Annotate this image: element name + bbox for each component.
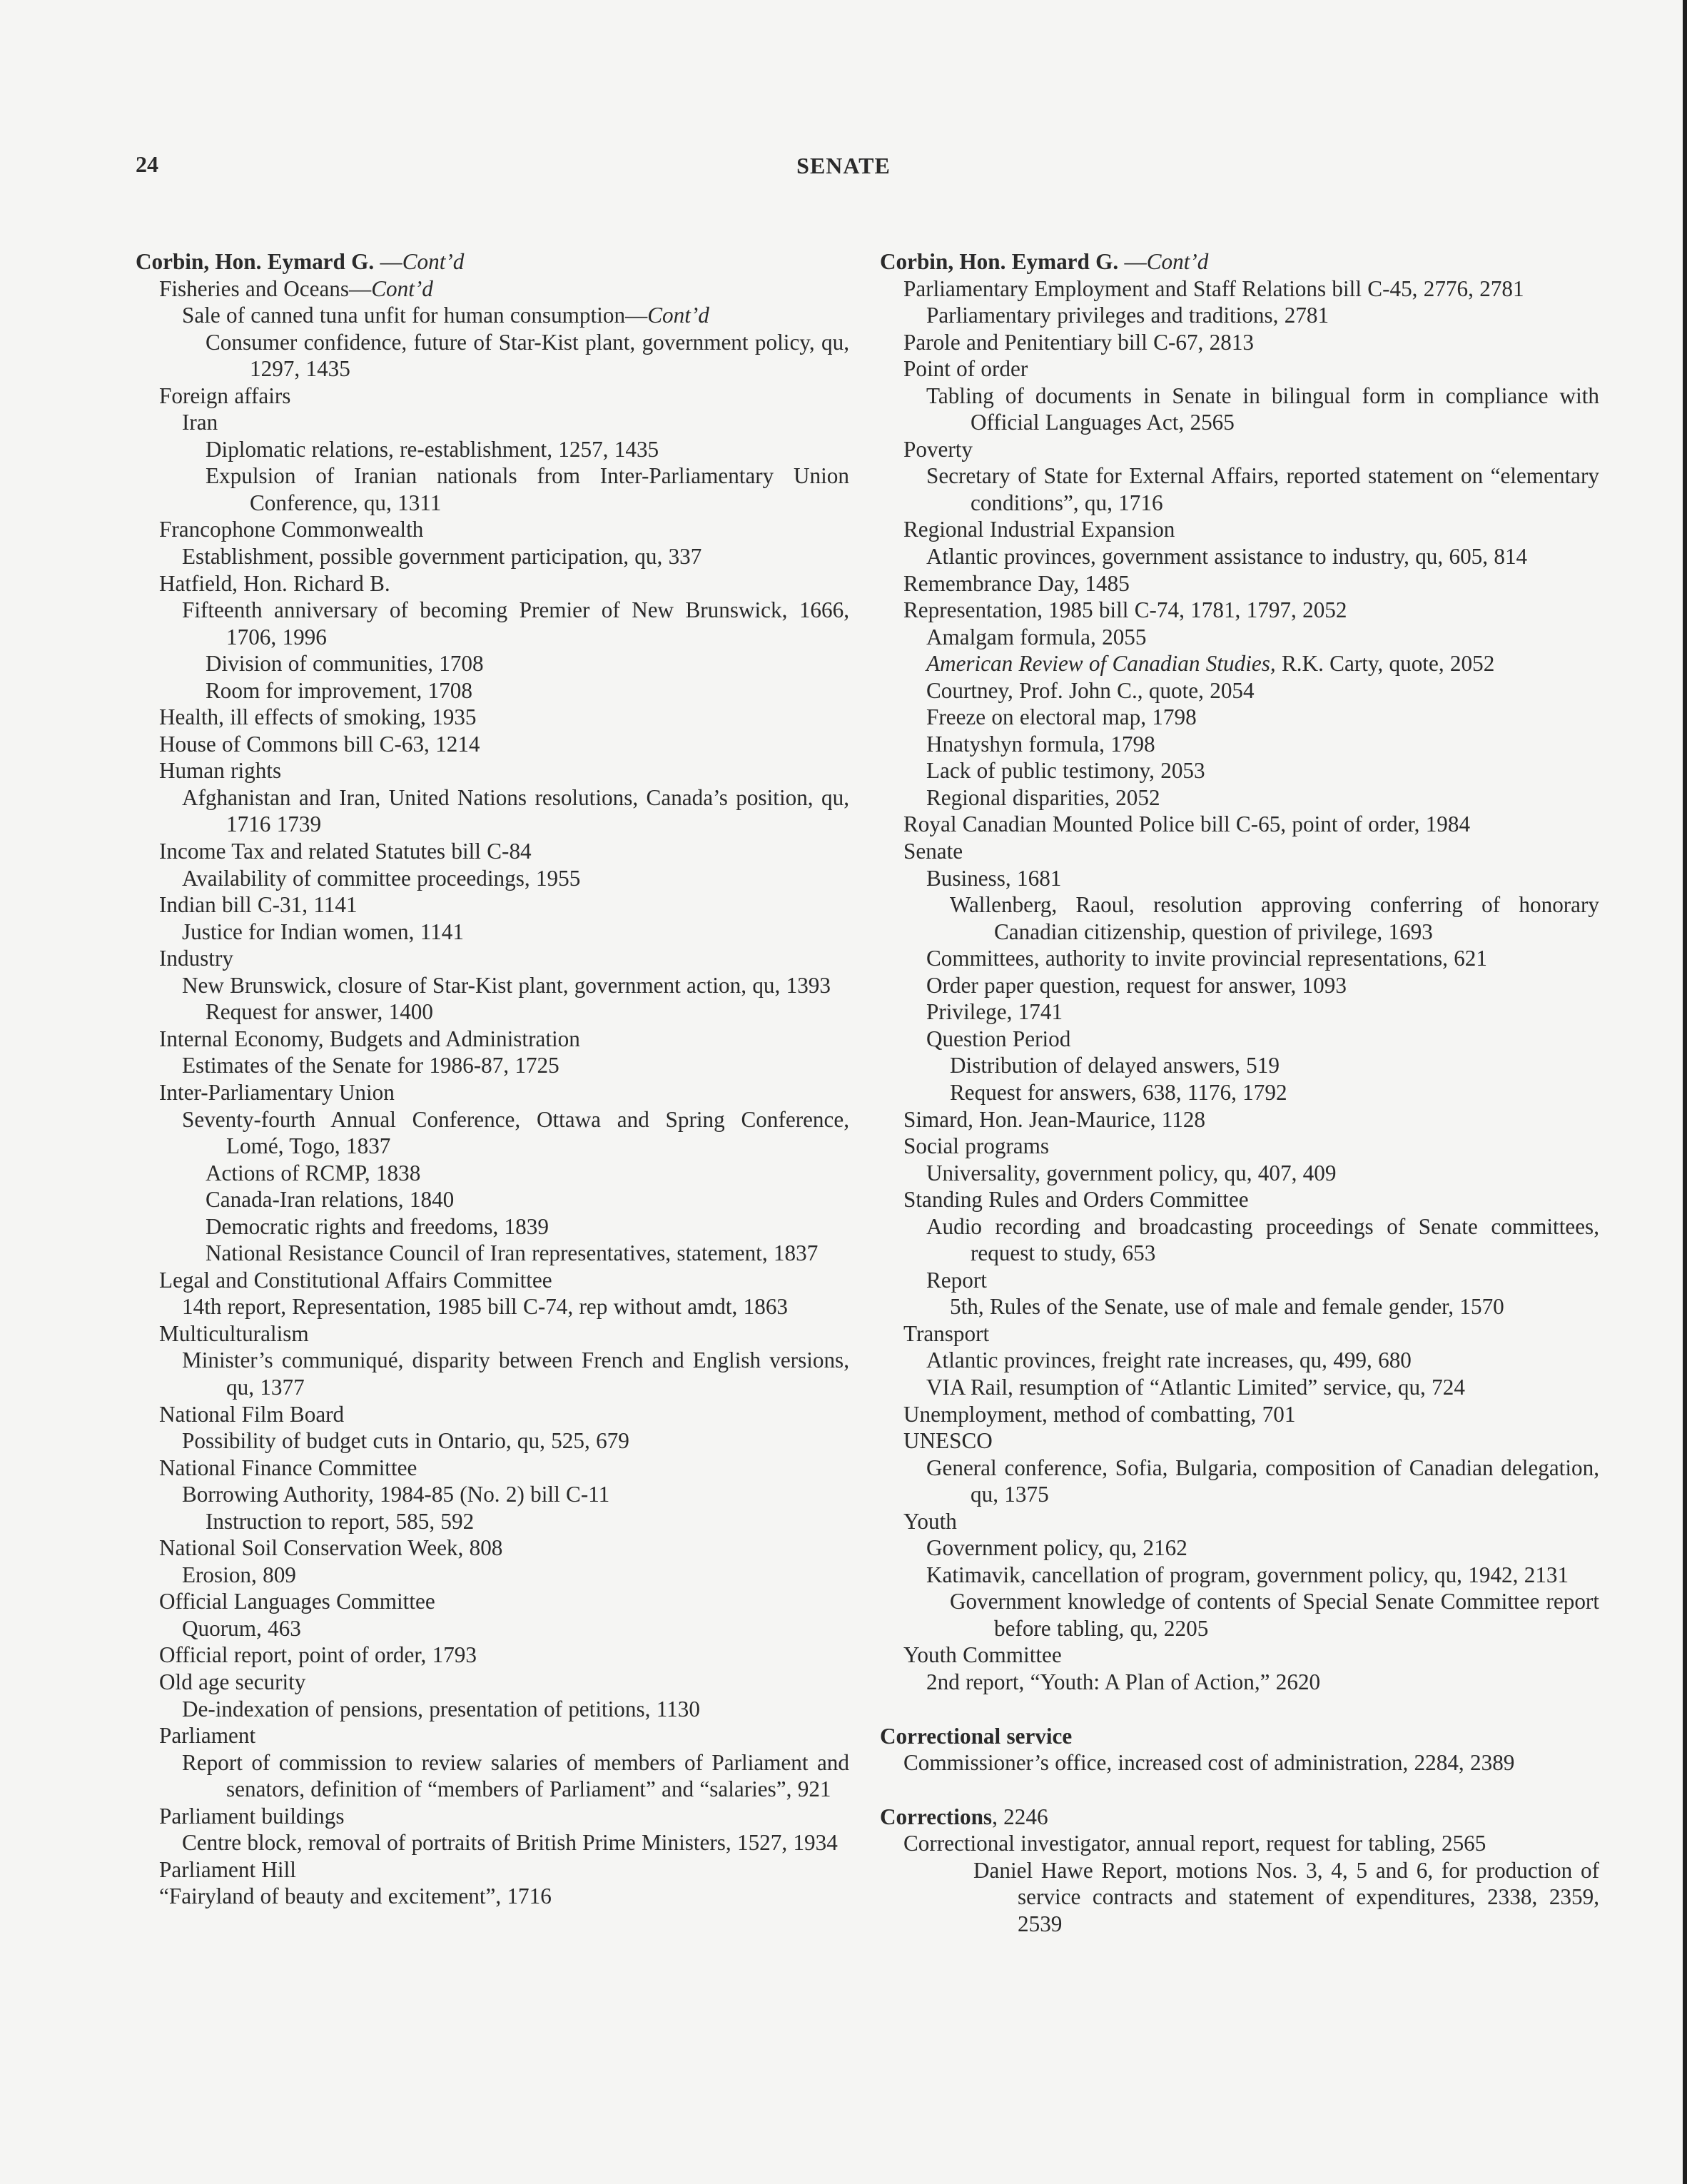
index-heading [880, 1804, 1599, 1831]
entry-text: Request for answers, 638, 1176, 1792 [950, 1079, 1287, 1105]
index-entry [136, 650, 849, 677]
index-entry [136, 704, 849, 731]
entry-text: R.K. Carty, quote, 2052 [1275, 651, 1495, 677]
entry-text: Atlantic provinces, government assistance to industry, qu, 605, 814 [926, 544, 1528, 570]
page-number: 24 [136, 151, 158, 177]
index-entry [880, 891, 1599, 945]
entry-text: Amalgam formula, 2055 [926, 624, 1147, 649]
entry-text: Parliament buildings [159, 1803, 345, 1829]
index-entry [880, 1186, 1599, 1213]
entry-text: Remembrance Day, 1485 [903, 570, 1130, 596]
entry-text: Hnatyshyn formula, 1798 [926, 731, 1155, 757]
entry-text: 5th, Rules of the Senate, use of male and female gender, 1570 [950, 1294, 1504, 1320]
index-entry [880, 1133, 1599, 1160]
entry-text: Centre block, removal of portraits of British Prime Ministers, 1527, 1934 [182, 1830, 838, 1856]
entry-text: National Finance Committee [159, 1455, 417, 1480]
index-entry [136, 1803, 849, 1830]
index-entry [880, 597, 1599, 624]
entry-text: Legal and Constitutional Affairs Committee [159, 1267, 552, 1293]
entry-text: Report of commission to review salaries of members of Parliament and senators, definition of “members of Parliament” and “salaries”, 921 [182, 1749, 849, 1802]
entry-text: Universality, government policy, qu, 407, 409 [926, 1160, 1337, 1185]
index-heading [880, 1723, 1599, 1750]
continued-marker: Cont’d [1146, 249, 1209, 274]
index-entry [136, 1267, 849, 1294]
index-entry [136, 275, 849, 303]
entry-text: Justice for Indian women, 1141 [182, 919, 464, 944]
entry-text: Industry [159, 946, 233, 971]
index-entry [136, 436, 849, 463]
entry-text: Health, ill effects of smoking, 1935 [159, 704, 477, 730]
entry-text: Afghanistan and Iran, United Nations resolutions, Canada’s position, qu, 1716 1739 [182, 784, 849, 837]
index-entry [136, 945, 849, 972]
index-entry [880, 1320, 1599, 1348]
entry-text: Instruction to report, 585, 592 [206, 1508, 475, 1534]
index-entry [880, 811, 1599, 838]
entry-text: Courtney, Prof. John C., quote, 2054 [926, 677, 1255, 703]
entry-text: Income Tax and related Statutes bill C-84 [159, 839, 532, 864]
index-entry [880, 1669, 1599, 1696]
index-entry [880, 1535, 1599, 1562]
entry-text: Foreign affairs [159, 383, 291, 408]
entry-text: Atlantic provinces, freight rate increases, qu, 499, 680 [926, 1348, 1412, 1373]
index-entry [880, 1079, 1599, 1106]
index-entry [880, 784, 1599, 812]
entry-text: Official report, point of order, 1793 [159, 1642, 477, 1668]
entry-text: Audio recording and broadcasting proceedings of Senate committees, request to study, 653 [926, 1213, 1599, 1266]
index-entry [880, 436, 1599, 463]
entry-text: 2nd report, “Youth: A Plan of Action,” 2620 [926, 1669, 1321, 1694]
section-gap [880, 1696, 1599, 1723]
entry-text: Social programs [903, 1133, 1050, 1159]
entry-text: Order paper question, request for answer, 1093 [926, 972, 1347, 998]
index-entry [880, 624, 1599, 651]
entry-text: Official Languages Committee [159, 1589, 435, 1614]
continued-marker: Cont’d [371, 275, 433, 301]
index-entry [880, 757, 1599, 784]
index-entry [880, 355, 1599, 383]
index-heading-name: Corbin, Hon. Eymard G. [880, 249, 1119, 274]
index-entry [136, 677, 849, 704]
entry-text: Transport [903, 1320, 990, 1346]
index-entry [880, 1749, 1599, 1776]
index-entry [136, 999, 849, 1026]
entry-text: Francophone Commonwealth [159, 517, 424, 542]
index-entry [880, 1830, 1599, 1857]
index-column-left [136, 248, 849, 1910]
entry-text: Consumer confidence, future of Star-Kist plant, government policy, qu, 1297, 1435 [206, 329, 849, 382]
index-entry [880, 1160, 1599, 1187]
index-entry [880, 1106, 1599, 1133]
index-entry [880, 1347, 1599, 1374]
entry-text: Parliamentary privileges and traditions, 2781 [926, 303, 1329, 328]
index-entry [136, 1240, 849, 1267]
index-heading [880, 248, 1599, 275]
entry-text: Estimates of the Senate for 1986-87, 1725 [182, 1053, 559, 1078]
entry-text: VIA Rail, resumption of “Atlantic Limited” service, qu, 724 [926, 1374, 1465, 1400]
entry-text: Democratic rights and freedoms, 1839 [206, 1213, 549, 1239]
index-entry [136, 891, 849, 919]
index-entry [136, 1535, 849, 1562]
index-entry [136, 1401, 849, 1428]
index-entry [136, 516, 849, 543]
entry-text: Point of order [903, 356, 1028, 382]
entry-text: Canada-Iran relations, 1840 [206, 1187, 455, 1213]
entry-text: Unemployment, method of combatting, 701 [903, 1401, 1296, 1427]
index-entry [880, 1213, 1599, 1267]
entry-text: Representation, 1985 bill C-74, 1781, 1797, 2052 [903, 597, 1347, 623]
index-entry [136, 302, 849, 329]
entry-text: Report [926, 1267, 987, 1293]
entry-text: Committees, authority to invite provincial representations, 621 [926, 946, 1487, 971]
entry-text: UNESCO [903, 1428, 993, 1454]
entry-text: Sale of canned tuna unfit for human consumption— [182, 303, 648, 328]
index-entry [880, 275, 1599, 303]
index-entry [136, 409, 849, 436]
index-entry [136, 1026, 849, 1053]
entry-text: Human rights [159, 758, 282, 784]
index-entry [880, 731, 1599, 758]
index-entry [880, 1267, 1599, 1294]
index-entry [880, 543, 1599, 570]
entry-text: Availability of committee proceedings, 1955 [182, 865, 581, 891]
index-entry [136, 570, 849, 597]
entry-text: Privilege, 1741 [926, 999, 1063, 1025]
index-entry [136, 1481, 849, 1508]
index-entry [136, 731, 849, 758]
entry-text: Government policy, qu, 2162 [926, 1535, 1187, 1561]
entry-text: Room for improvement, 1708 [206, 677, 472, 703]
index-entry [880, 516, 1599, 543]
index-heading-name: Correctional service [880, 1723, 1073, 1749]
running-head: SENATE [796, 153, 891, 178]
index-entry [880, 704, 1599, 731]
entry-text: Government knowledge of contents of Special Senate Committee report before tabling, qu, 2205 [950, 1589, 1599, 1641]
entry-text: Parole and Penitentiary bill C-67, 2813 [903, 329, 1255, 355]
index-entry [136, 1562, 849, 1589]
entry-text: Expulsion of Iranian nationals from Inter-Parliamentary Union Conference, qu, 1311 [206, 463, 849, 515]
index-entry [136, 1856, 849, 1884]
entry-text: Commissioner’s office, increased cost of administration, 2284, 2389 [903, 1750, 1515, 1776]
index-entry [880, 1455, 1599, 1508]
entry-text: General conference, Sofia, Bulgaria, composition of Canadian delegation, qu, 1375 [926, 1455, 1599, 1507]
index-entry [136, 1293, 849, 1320]
index-entry [880, 1857, 1599, 1938]
index-entry [136, 1669, 849, 1696]
index-entry [136, 1749, 849, 1803]
entry-text: Daniel Hawe Report, motions Nos. 3, 4, 5 and 6, for production of service contracts and statement of expenditures, 2338, 2359, 2539 [973, 1857, 1599, 1936]
entry-text: Old age security [159, 1669, 306, 1694]
index-entry [880, 1052, 1599, 1079]
index-entry [880, 650, 1599, 677]
index-entry [136, 1642, 849, 1669]
index-entry [136, 865, 849, 892]
index-heading [136, 248, 849, 275]
entry-text: Parliament Hill [159, 1856, 296, 1882]
entry-text: , 2246 [992, 1804, 1048, 1829]
index-entry [880, 383, 1599, 436]
entry-text: — [1118, 249, 1147, 274]
entry-text: Freeze on electoral map, 1798 [926, 704, 1197, 730]
index-entry [136, 1696, 849, 1723]
index-entry [136, 1320, 849, 1348]
entry-text: Katimavik, cancellation of program, government policy, qu, 1942, 2131 [926, 1562, 1569, 1587]
index-entry [880, 677, 1599, 704]
entry-text: Parliament [159, 1723, 256, 1749]
entry-text: Secretary of State for External Affairs, reported statement on “elementary conditions”, qu, 1716 [926, 463, 1599, 515]
entry-text: Distribution of delayed answers, 519 [950, 1053, 1280, 1078]
index-entry [880, 1642, 1599, 1669]
entry-text: National Film Board [159, 1401, 345, 1427]
index-entry [880, 838, 1599, 865]
index-entry [136, 838, 849, 865]
entry-text: Regional disparities, 2052 [926, 784, 1160, 810]
entry-text: Lack of public testimony, 2053 [926, 758, 1205, 784]
entry-text: Borrowing Authority, 1984-85 (No. 2) bill C-11 [182, 1482, 610, 1507]
index-entry [880, 1427, 1599, 1455]
entry-text: Inter-Parliamentary Union [159, 1079, 395, 1105]
index-entry [136, 1079, 849, 1106]
index-entry [136, 1052, 849, 1079]
entry-text: Indian bill C-31, 1141 [159, 892, 358, 918]
index-entry [136, 1722, 849, 1749]
index-entry [880, 972, 1599, 999]
entry-text: Correctional investigator, annual report, request for tabling, 2565 [903, 1831, 1486, 1856]
index-entry [136, 919, 849, 946]
entry-text: Multiculturalism [159, 1320, 309, 1346]
entry-text: Fisheries and Oceans— [159, 275, 372, 301]
index-entry [880, 1374, 1599, 1401]
index-entry [880, 865, 1599, 892]
entry-text: Hatfield, Hon. Richard B. [159, 570, 390, 596]
entry-text: Actions of RCMP, 1838 [206, 1160, 421, 1185]
index-entry [880, 1562, 1599, 1589]
index-entry [136, 972, 849, 999]
entry-text: Diplomatic relations, re-establishment, 1257, 1435 [206, 436, 659, 462]
index-entry [136, 383, 849, 410]
index-entry [136, 1106, 849, 1160]
index-column-right [880, 248, 1599, 1937]
entry-text: National Soil Conservation Week, 808 [159, 1535, 503, 1561]
index-heading-name: Corrections [880, 1804, 993, 1829]
index-entry [880, 462, 1599, 516]
entry-text: — [374, 249, 402, 274]
entry-text: Wallenberg, Raoul, resolution approving conferring of honorary Canadian citizenship, question of privilege, 1693 [950, 892, 1599, 944]
section-gap [880, 1776, 1599, 1804]
entry-text: Establishment, possible government participation, qu, 337 [182, 544, 702, 570]
continued-marker: Cont’d [402, 249, 465, 274]
index-entry [136, 1588, 849, 1615]
index-entry [136, 329, 849, 383]
continued-marker: Cont’d [647, 303, 709, 328]
index-entry [136, 784, 849, 838]
entry-text: Standing Rules and Orders Committee [903, 1187, 1249, 1213]
entry-text: Minister’s communiqué, disparity between French and English versions, qu, 1377 [182, 1348, 849, 1400]
index-entry [136, 1160, 849, 1187]
index-entry [136, 543, 849, 570]
entry-text: Question Period [926, 1026, 1071, 1051]
entry-text: House of Commons bill C-63, 1214 [159, 731, 480, 757]
entry-text: Poverty [903, 436, 973, 462]
entry-text: Tabling of documents in Senate in bilingual form in compliance with Official Languages Act, 2565 [926, 383, 1599, 435]
entry-text: Possibility of budget cuts in Ontario, qu, 525, 679 [182, 1428, 629, 1454]
entry-text: Division of communities, 1708 [206, 651, 484, 677]
index-entry [136, 462, 849, 516]
index-entry [136, 1347, 849, 1400]
entry-text: Youth [903, 1508, 957, 1534]
entry-text: Request for answer, 1400 [206, 999, 433, 1025]
entry-text: Simard, Hon. Jean-Maurice, 1128 [903, 1106, 1206, 1132]
entry-text: Business, 1681 [926, 865, 1062, 891]
entry-text: Royal Canadian Mounted Police bill C-65, point of order, 1984 [903, 812, 1471, 837]
index-entry [880, 570, 1599, 597]
index-entry [880, 945, 1599, 972]
index-entry [880, 1293, 1599, 1320]
index-entry [880, 1401, 1599, 1428]
index-entry [136, 1186, 849, 1213]
index-entry [880, 1588, 1599, 1642]
index-heading-name: Corbin, Hon. Eymard G. [136, 249, 375, 274]
italic-title: American Review of Canadian Studies, [926, 651, 1276, 677]
entry-text: Erosion, 809 [182, 1562, 296, 1587]
index-entry [136, 1427, 849, 1455]
entry-text: National Resistance Council of Iran representatives, statement, 1837 [206, 1240, 819, 1266]
index-entry [136, 1213, 849, 1240]
entry-text: Quorum, 463 [182, 1615, 301, 1641]
index-entry [136, 1615, 849, 1642]
entry-text: Parliamentary Employment and Staff Relations bill C-45, 2776, 2781 [903, 275, 1524, 301]
page-edge [1683, 0, 1687, 2184]
entry-text: Regional Industrial Expansion [903, 517, 1175, 542]
index-entry [136, 1508, 849, 1535]
index-entry [136, 1829, 849, 1856]
index-entry [136, 757, 849, 784]
entry-text: Internal Economy, Budgets and Administration [159, 1026, 580, 1051]
index-entry [880, 1508, 1599, 1535]
entry-text: Fifteenth anniversary of becoming Premier of New Brunswick, 1666, 1706, 1996 [182, 597, 849, 649]
index-entry [880, 329, 1599, 356]
entry-text: Youth Committee [903, 1642, 1062, 1668]
index-entry [880, 999, 1599, 1026]
entry-text: Iran [182, 410, 218, 435]
entry-text: “Fairyland of beauty and excitement”, 1716 [159, 1884, 552, 1909]
index-entry [136, 597, 849, 650]
index-entry [880, 1026, 1599, 1053]
entry-text: New Brunswick, closure of Star-Kist plant, government action, qu, 1393 [182, 972, 831, 998]
index-entry [136, 1883, 849, 1910]
entry-text: De-indexation of pensions, presentation of petitions, 1130 [182, 1696, 700, 1722]
entry-text: Senate [903, 839, 963, 864]
index-entry [880, 302, 1599, 329]
index-entry [136, 1455, 849, 1482]
entry-text: 14th report, Representation, 1985 bill C-74, rep without amdt, 1863 [182, 1294, 789, 1320]
entry-text: Seventy-fourth Annual Conference, Ottawa and Spring Conference, Lomé, Togo, 1837 [182, 1106, 849, 1159]
